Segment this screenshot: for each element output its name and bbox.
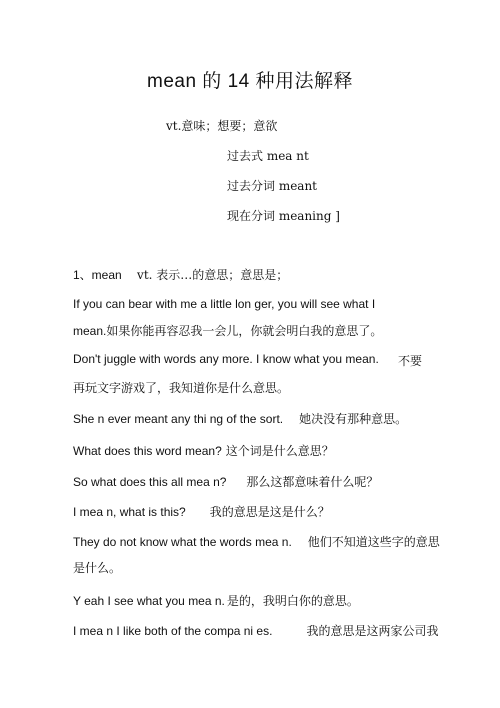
example-en: Don't juggle with words any more. I know what you mean. bbox=[73, 352, 379, 366]
past-participle-line: 过去分词 meant bbox=[227, 179, 318, 193]
page-title: mean 的 14 种用法解释 bbox=[147, 71, 353, 92]
example-zh: 他们不知道这些字的意思 bbox=[307, 535, 440, 549]
example-line-6 bbox=[73, 442, 334, 459]
example-zh: 如果你能再容忍我一会儿，你就会明白我的意思了。 bbox=[106, 324, 383, 338]
past-tense-line: 过去式 mea nt bbox=[227, 149, 309, 163]
example-en: If you can bear with me a little lon ger, you will see what I bbox=[73, 297, 376, 311]
example-en: mean. bbox=[73, 324, 107, 338]
example-en: I mea n, what is this? bbox=[73, 505, 186, 519]
example-line-11 bbox=[73, 592, 359, 609]
example-zh-tail: 不要 bbox=[398, 354, 423, 368]
example-zh: 那么这都意味着什么呢？ bbox=[246, 475, 379, 489]
section-label: 1、mean bbox=[73, 268, 122, 282]
example-line-1 bbox=[73, 297, 375, 311]
section-heading bbox=[73, 266, 288, 283]
example-zh: 我的意思是这是什么？ bbox=[209, 505, 330, 519]
example-en: I mea n I like both of the compa ni es. bbox=[73, 624, 273, 638]
example-line-5 bbox=[73, 410, 407, 427]
example-line-12 bbox=[73, 622, 438, 639]
example-line-2 bbox=[73, 322, 382, 339]
example-zh: 我的意思是这两家公司我 bbox=[306, 624, 439, 638]
example-zh: 这个词是什么意思？ bbox=[225, 444, 334, 458]
example-en: She n ever meant any thi ng of the sort. bbox=[73, 412, 284, 426]
example-zh: 她决没有那种意思。 bbox=[299, 412, 408, 426]
definition-line: vt.意味；想要；意欲 bbox=[166, 119, 278, 133]
example-en: They do not know what the words mea n. bbox=[73, 535, 292, 549]
example-en: Y eah I see what you mea n. bbox=[73, 594, 225, 608]
example-line-4: 再玩文字游戏了，我知道你是什么意思。 bbox=[73, 381, 290, 395]
example-line-9 bbox=[73, 533, 440, 550]
example-en: So what does this all mea n? bbox=[73, 475, 227, 489]
example-zh: 是的，我明白你的意思。 bbox=[226, 594, 359, 608]
example-line-7 bbox=[73, 473, 378, 490]
present-participle-line: 现在分词 meaning ] bbox=[227, 209, 340, 223]
example-line-8 bbox=[73, 503, 330, 520]
example-en: What does this word mean? bbox=[73, 444, 222, 458]
section-gloss: vt. 表示…的意思；意思是； bbox=[137, 268, 289, 282]
example-line-10: 是什么。 bbox=[73, 561, 122, 575]
example-line-3 bbox=[73, 352, 379, 366]
